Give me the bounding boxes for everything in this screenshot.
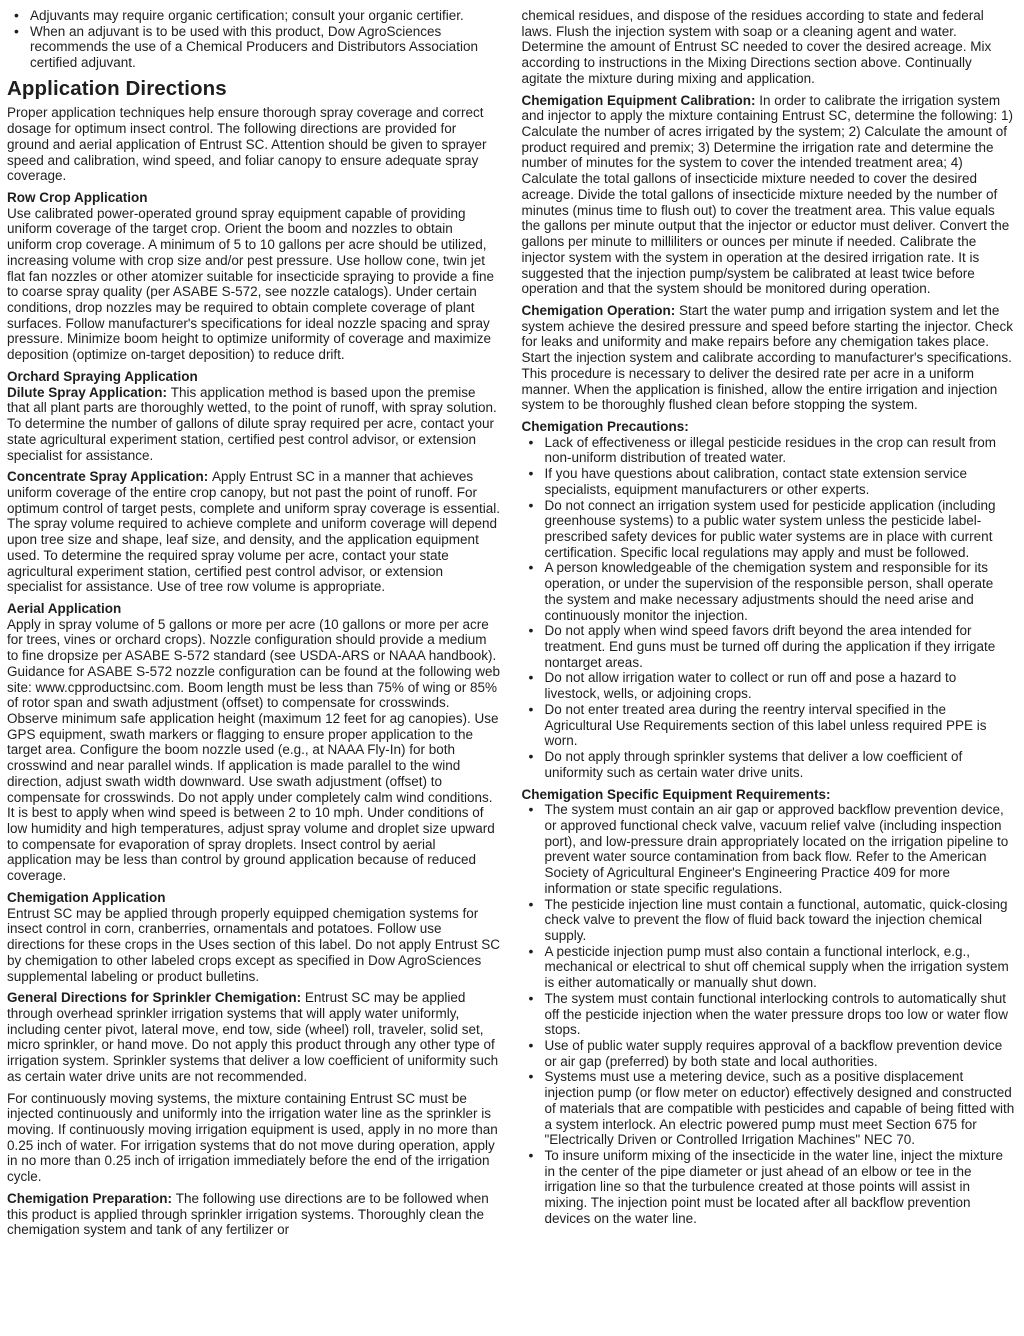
bullet-item [528,465,1016,497]
bullet-icon: • [528,433,534,450]
bullet-icon: • [528,1147,534,1164]
bullet-item [528,1147,1016,1227]
section-heading-equipment-requirements: Chemigation Specific Equipment Requirements: [521,786,831,802]
bold-lead: Dilute Spray Application: [7,384,171,400]
bullet-item [528,748,1016,780]
left-column [7,8,501,1336]
bullet-text: A pesticide injection pump must also contain a functional interlock, e.g., mechanical or electrical to shut off chemical supply when the irrigation system is either automatically or manually shut down. [544,943,1009,991]
equipment-bullet-list [522,802,1016,1226]
paragraph-text: In order to calibrate the irrigation system and injector to apply the mixture containing Entrust SC, determine the following: 1) Calculate the number of acres irrigated by the system; 2) Calculate the amount of product required and premix; 3) Determine the irrigation rate and determine the number of minutes for the system to cover the intended treatment area; 4) Calculate the total gallons of insecticide mixture needed to cover the desired acreage. Divide the total gallons of insecticide mixture needed by the number of minutes (minus time to flush out) to cover the treatment area. This value equals the gallons per minute output that the injector or eductor must deliver. Convert the gallons per minute to milliliters or ounces per minute if needed. Calibrate the injector system with the system in operation at the desired irrigation rate. It is suggested that the injection pump/system be calibrated at least twice before operation and that the system should be monitored during operation. [521,92,1014,297]
bullet-text: Use of public water supply requires approval of a backflow prevention device or air gap (preferred) by both state and local authorities. [544,1038,1003,1069]
bullet-text: Do not enter treated area during the reentry interval specified in the Agricultural Use Requirements section of this label unless required PPE is worn. [544,701,987,749]
bullet-text: If you have questions about calibration, contact state extension service specialists, equipment manufacturers or other experts. [544,466,968,497]
sprinkler-chemigation-paragraph [7,990,501,1084]
bullet-icon: • [528,895,534,912]
right-column [522,8,1016,1336]
paragraph-text: This application method is based upon the premise that all plant parts are thoroughly wetted, to the point of runoff, with spray solution. To determine the number of gallons of dilute spray required per acre, contact your state agricultural experiment station, certified pest control advisor, or extension specialist for assistance. [7,384,497,463]
bold-lead: General Directions for Sprinkler Chemigation: [7,990,305,1006]
bullet-icon: • [528,669,534,686]
equipment-calibration-paragraph [522,93,1016,297]
bullet-item [528,942,1016,991]
bullet-item [528,700,1016,749]
bullet-icon: • [528,1037,534,1053]
bullet-icon: • [528,1068,534,1085]
bullet-item [528,1037,1016,1069]
bullet-icon: • [528,465,534,482]
bullet-item [528,622,1016,670]
bullet-text: The system must contain an air gap or approved backflow prevention device, or approved functional check valve, vacuum relief valve (including inspection port), and low-pressure drain appropriately located on the irrigation pipeline to prevent water source contamination from back flow. Refer to the American Society of Agricultural Engineer's Engineering Practice 409 for more information or state specific regulations. [544,802,1009,896]
bullet-icon: • [14,22,19,39]
bullet-icon: • [528,748,534,765]
bullet-text: The pesticide injection line must contain a functional, automatic, quick-closing check valve to prevent the flow of fluid back toward the injection chemical supply. [544,896,1008,943]
bullet-icon: • [528,989,534,1006]
aerial-paragraph: Apply in spray volume of 5 gallons or more per acre (10 gallons or more per acre for trees, vines or orchard crops). Nozzle configuration should provide a medium to fine dropsize per ASABE S-572 standard (see USDA-ARS or NAAA handbook). Guidance for ASABE S-572 nozzle configuration can be found at the following web site: www.cpproductsinc.com. Boom length must be less than 75% of wing or 85% of rotor span and swath adjustment (offset) to compensate for crosswinds. Observe minimum safe application height (maximum 12 feet for ag canopies). Use GPS equipment, swath markers or flagging to ensure proper application to the target area. Configure the boom nozzle used (e.g., at NAAA Fly-In) for both crosswind and near parallel winds. If application is made parallel to the wind direction, adjust swath width downward. Use swath adjustment (offset) to compensate for crosswinds. Do not apply under completely calm wind conditions. It is best to apply when wind speed is between 2 to 10 mph. Under conditions of low humidity and high temperatures, adjust spray volume and droplet size upward to compensate for evaporation of spray droplets. Insect control by aerial application may be less than control by ground application because of reduced coverage. [7,616,501,884]
bullet-item [528,895,1016,944]
bullet-item [528,559,1016,623]
bold-lead: Chemigation Preparation: [7,1190,176,1206]
bullet-item [528,801,1016,896]
chemigation-operation-paragraph [522,303,1016,413]
section-heading-aerial: Aerial Application [7,600,122,616]
row-crop-paragraph: Use calibrated power-operated ground spray equipment capable of providing uniform coverage of the target crop. Orient the boom and nozzles to obtain uniform crop coverage. A minimum of 5 to 10 gallons per acre should be utilized, increasing volume with crop size and/or pest pressure. Use hollow cone, twin jet flat fan nozzles or other atomizer suitable for insecticide spraying to provide a fine to coarse spray quality (per ASABE S-572, see nozzle catalogs). Under certain conditions, drop nozzles may be required to obtain complete coverage of plant surfaces. Follow manufacturer's specifications for ideal nozzle spacing and spray pressure. Minimize boom height to optimize uniformity of coverage and maximize deposition (optimize on-target deposition) to reduce drift. [7,205,495,363]
bullet-item [528,989,1016,1038]
bullet-text: Do not allow irrigation water to collect or run off and pose a hazard to livestock, wells, or adjoining crops. [544,670,957,702]
bullet-text: Do not apply through sprinkler systems that deliver a low coefficient of uniformity such as certain water drive units. [544,749,963,780]
paragraph-text: Entrust SC may be applied through overhead sprinkler irrigation systems that will apply water uniformly, including center pivot, lateral move, end tow, side (wheel) roll, traveler, solid set, micro sprinkler, or hand move. Do not apply this product through any other type of irrigation system. Sprinkler systems that deliver a low coefficient of uniformity such as certain water drive units are not recommended. [7,990,499,1084]
concentrate-spray-paragraph [7,469,501,595]
bullet-icon: • [528,942,534,959]
bullet-text: The system must contain functional interlocking controls to automatically shut off the pesticide injection when the water pressure drops too low or water flow stops. [544,990,1008,1038]
adjuvant-bullet-list [7,8,501,71]
bullet-item [528,496,1016,561]
bullet-icon: • [528,700,534,717]
bullet-icon: • [528,496,534,513]
bullet-text: To insure uniform mixing of the insecticide in the water line, inject the mixture in the center of the pipe diameter or just ahead of an elbow or tee in the irrigation line so that the turbulence created at those points will assist in mixing. The injection point must be located after all backflow prevention devices on the water line. [544,1148,1003,1226]
bullet-text: Systems must use a metering device, such as a positive displacement injection pump (or flow meter on eductor) effectively designed and constructed of materials that are compatible with pesticides and capable of being fitted with a system interlock. An electric powered pump must meet Section 675 for "Electrically Driven or Controlled Irrigation Machines" NEC 70. [544,1069,1015,1148]
section-heading-row-crop: Row Crop Application [7,190,148,206]
paragraph-text: The following use directions are to be followed when this product is applied through sprinkler irrigation systems. Thoroughly clean the chemigation system and tank of any fertilizer or [7,1190,489,1238]
bullet-item [14,7,501,24]
bullet-item [14,22,501,71]
bullet-icon: • [14,7,19,23]
bold-lead: Chemigation Equipment Calibration: [521,92,760,108]
bold-lead: Concentrate Spray Application: [7,469,213,485]
bullet-text: Adjuvants may require organic certification; consult your organic certifier. [30,8,464,23]
bullet-text: Do not apply when wind speed favors drift beyond the area intended for treatment. End guns must be turned off during the application if they irrigate nontarget areas. [544,623,996,670]
section-heading-precautions: Chemigation Precautions: [521,418,689,434]
bullet-text: Lack of effectiveness or illegal pesticide residues in the crop can result from non-uniform distribution of treated water. [544,434,996,466]
intro-paragraph: Proper application techniques help ensure thorough spray coverage and correct dosage for optimum insect control. The following directions are provided for ground and aerial application of Entrust SC. Attention should be given to sprayer speed and calibration, wind speed, and foliar canopy to ensure adequate spray coverage. [7,105,487,184]
bullet-item [528,1068,1016,1148]
bullet-text: Do not connect an irrigation system used for pesticide application (including greenhouse systems) to a public water system unless the pesticide label-prescribed safety devices for public water systems are in place with current certification. Specific local regulations may apply and must be followed. [544,497,996,560]
bullet-item [528,669,1016,702]
bold-lead: Chemigation Operation: [521,302,680,318]
chemigation-paragraph: Entrust SC may be applied through properly equipped chemigation systems for insect control in corn, cranberries, ornamentals and potatoes. Follow use directions for these crops in the Uses section of this label. Do not apply Entrust SC by chemigation to other labeled crops except as specified in Dow AgroSciences supplemental labeling or product bulletins. [7,905,500,984]
preparation-continued-paragraph: chemical residues, and dispose of the residues according to state and federal laws. Flush the injection system with soap or a cleaning agent and water. Determine the amount of Entrust SC needed to cover the desired acreage. Mix according to instructions in the Mixing Directions section above. Continually agitate the mixture during mixing and application. [521,8,992,86]
page-title: Application Directions [7,76,227,100]
section-heading-chemigation: Chemigation Application [7,889,166,905]
bullet-text: When an adjuvant is to be used with this product, Dow AgroSciences recommends the use of a Chemical Producers and Distributors Association certified adjuvant. [30,23,478,71]
section-heading-orchard: Orchard Spraying Application [7,368,198,384]
bullet-icon: • [528,559,534,576]
dilute-spray-paragraph [7,385,501,464]
bullet-icon: • [528,622,534,639]
continuous-systems-paragraph: For continuously moving systems, the mixture containing Entrust SC must be injected continuously and uniformly into the irrigation water line as the sprinkler is moving. If continuously moving irrigation equipment is used, apply in no more than 0.25 inch of water. For irrigation systems that do not move during operation, apply in no more than 0.25 inch of irrigation immediately before the end of the irrigation cycle. [7,1090,498,1185]
bullet-icon: • [528,801,534,818]
paragraph-text: Start the water pump and irrigation system and let the system achieve the desired pressure and speed before starting the injector. Check for leaks and uniformity and make repairs before any chemigation takes place. Start the injection system and calibrate according to manufacturer's specifications. This procedure is necessary to deliver the desired rate per acre in a uniform manner. When the application is finished, allow the entire irrigation and injection system to be thoroughly flushed clean before stopping the system. [521,302,1014,413]
paragraph-text: Apply Entrust SC in a manner that achieves uniform coverage of the entire crop canopy, but not past the point of runoff. For optimum control of target pests, complete and uniform spray coverage is essential. The spray volume required to achieve complete and uniform coverage will depend upon tree size and shape, leaf size, and density, and the application equipment used. To determine the required spray volume per acre, contact your state agricultural experiment station, certified pest control advisor, or extension specialist for assistance. Use of tree row volume is appropriate. [7,469,500,595]
bullet-item [528,433,1016,466]
chemigation-preparation-paragraph [7,1191,501,1238]
precautions-bullet-list [522,435,1016,781]
bullet-text: A person knowledgeable of the chemigation system and responsible for its operation, or under the supervision of the responsible person, shall operate the system and make necessary adjustments should the need arise and continuously monitor the injection. [544,560,994,623]
